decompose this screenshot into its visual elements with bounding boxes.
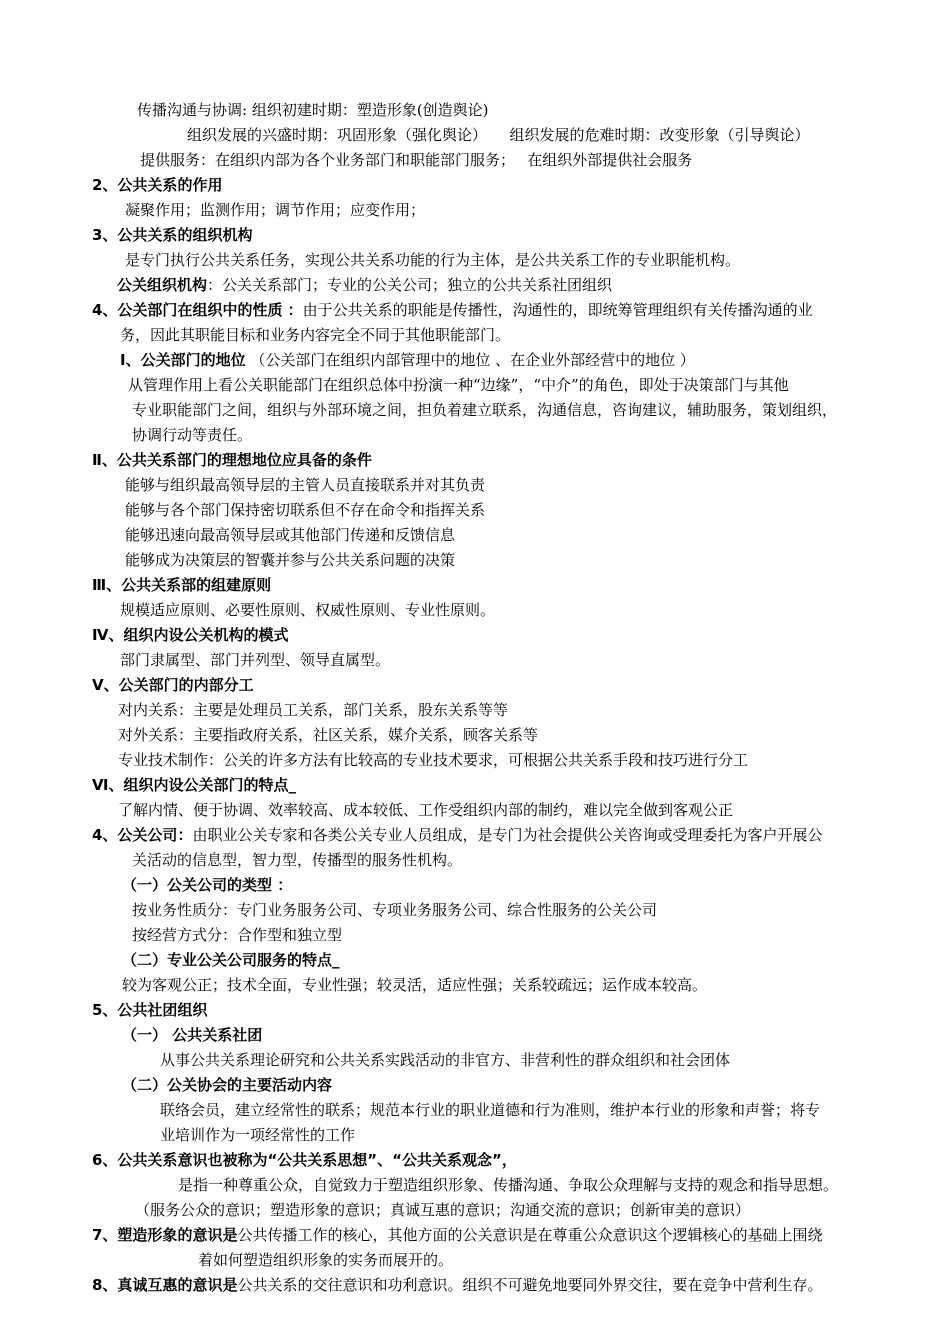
bold-heading-text: 8、真诚互惠的意识是 xyxy=(92,1276,238,1294)
bold-heading-text: Ⅴ、公关部门的内部分工 xyxy=(92,676,254,694)
text-line-l33 xyxy=(132,898,657,923)
text-line-l41 xyxy=(160,1098,820,1123)
text-line-l19 xyxy=(125,548,455,573)
body-text: 能够成为决策层的智囊并参与公共关系问题的决策 xyxy=(125,551,456,569)
body-text: 专业技术制作：公关的许多方法有比较高的专业技术要求，可根据公共关系手段和技巧进行分工 xyxy=(118,751,749,769)
text-line-l26 xyxy=(118,723,538,748)
body-text: 对外关系：主要指政府关系，社区关系，媒介关系，顾客关系等 xyxy=(118,726,539,744)
body-text: 联络会员，建立经常性的联系；规范本行业的职业道德和行为准则，维护本行业的形象和声誉；将专 xyxy=(160,1101,821,1119)
text-line-l40 xyxy=(122,1073,332,1098)
body-text: 专业职能部门之间，组织与外部环境之间，担负着建立联系，沟通信息，咨询建议，辅助服务，策划组织， xyxy=(132,401,838,419)
text-line-l24 xyxy=(92,673,254,698)
text-line-l20 xyxy=(92,573,271,598)
bold-heading-text: （一） 公共关系社团 xyxy=(122,1026,263,1044)
body-text: 规模适应原则、必要性原则、权威性原则、专业性原则。 xyxy=(120,601,496,619)
bold-heading-text: （一）公关公司的类型 ： xyxy=(122,876,293,894)
body-text: 传播沟通与协调: 组织初建时期：塑造形象(创造舆论) xyxy=(137,101,489,119)
text-line-l30 xyxy=(92,823,822,848)
text-line-l27 xyxy=(118,748,748,773)
text-line-l04 xyxy=(92,173,222,198)
bold-heading-text: 公关组织机构 xyxy=(117,276,208,294)
bold-heading-text: Ⅰ、公关部门的地位 xyxy=(120,351,246,369)
text-line-l05 xyxy=(125,198,425,223)
body-text: 协调行动等责任。 xyxy=(132,426,253,444)
bold-heading-text: 2、公共关系的作用 xyxy=(92,176,223,194)
text-line-l31 xyxy=(132,848,462,873)
body-text: 由于公共关系的职能是传播性，沟通性的，即统筹管理组织有关传播沟通的业 xyxy=(302,301,813,319)
body-text: 从管理作用上看公关职能部门在组织总体中扮演一种“边缘”，“中介”的角色，即处于决策部门与其他 xyxy=(128,376,789,394)
text-line-l03 xyxy=(140,148,692,173)
text-line-l23 xyxy=(120,648,390,673)
text-line-l10 xyxy=(120,323,510,348)
text-line-l16 xyxy=(125,473,485,498)
body-text: 能够与各个部门保持密切联系但不存在命令和指挥关系 xyxy=(125,501,486,519)
body-text: 能够与组织最高领导层的主管人员直接联系并对其负责 xyxy=(125,476,486,494)
body-text: 务，因此其职能目标和业务内容完全不同于其他职能部门。 xyxy=(120,326,511,344)
bold-heading-text: Ⅵ、组织内设公关部门的特点_ xyxy=(92,776,296,794)
body-text: 了解内情、便于协调、效率较高、成本较低、工作受组织内部的制约，难以完全做到客观公正 xyxy=(118,801,734,819)
bold-heading-text: （二）专业公关公司服务的特点_ xyxy=(122,951,340,969)
text-line-l47 xyxy=(198,1248,453,1273)
bold-heading-text: 3、公共关系的组织机构 xyxy=(92,226,253,244)
text-line-l42 xyxy=(160,1123,355,1148)
text-line-l28 xyxy=(92,773,296,798)
text-line-l45 xyxy=(135,1198,750,1223)
text-line-l09 xyxy=(92,298,813,323)
body-text: 公共传播工作的核心，其他方面的公关意识是在尊重公众意识这个逻辑核心的基础上围绕 xyxy=(237,1226,823,1244)
bold-heading-text: 6、公共关系意识也被称为“公共关系思想”、“公共关系观念”， xyxy=(92,1151,517,1169)
body-text: ：公关关系部门；专业的公关公司；独立的公共关系社团组织 xyxy=(207,276,613,294)
body-text: 从事公共关系理论研究和公共关系实践活动的非官方、非营利性的群众组织和社会团体 xyxy=(160,1051,731,1069)
body-text: 按经营方式分：合作型和独立型 xyxy=(132,926,343,944)
text-line-l35 xyxy=(122,948,340,973)
body-text: 较为客观公正；技术全面，专业性强；较灵活，适应性强；关系较疏远；运作成本较高。 xyxy=(122,976,708,994)
text-line-l18 xyxy=(125,523,455,548)
text-line-l29 xyxy=(118,798,733,823)
text-line-l25 xyxy=(118,698,508,723)
bold-heading-text: 4、公关部门在组织中的性质 ： xyxy=(92,301,303,319)
bold-heading-text: （二）公关协会的主要活动内容 xyxy=(122,1076,333,1094)
text-line-l12 xyxy=(128,373,789,398)
body-text: 凝聚作用；监测作用；调节作用；应变作用； xyxy=(125,201,426,219)
text-line-l36 xyxy=(122,973,707,998)
body-text: 提供服务：在组织内部为各个业务部门和职能部门服务； 在组织外部提供社会服务 xyxy=(140,151,693,169)
body-text: 组织发展的兴盛时期：巩固形象（强化舆论） 组织发展的危难时期：改变形象（引导舆论） xyxy=(187,126,810,144)
text-line-l37 xyxy=(92,998,207,1023)
body-text: 由职业公关专家和各类公关专业人员组成，是专门为社会提供公关咨询或受理委托为客户开展公 xyxy=(192,826,823,844)
body-text: 着如何塑造组织形象的实务而展开的。 xyxy=(198,1251,454,1269)
bold-heading-text: 4、公关公司： xyxy=(92,826,193,844)
body-text: （公关部门在组织内部管理中的地位 、在企业外部经营中的地位 ） xyxy=(245,351,695,369)
text-line-l02 xyxy=(187,123,810,148)
text-line-l17 xyxy=(125,498,485,523)
text-line-l22 xyxy=(92,623,288,648)
text-line-l07 xyxy=(125,248,740,273)
body-text: 对内关系：主要是处理员工关系，部门关系，股东关系等等 xyxy=(118,701,509,719)
text-line-l11 xyxy=(120,348,695,373)
text-line-l06 xyxy=(92,223,252,248)
text-line-l46 xyxy=(92,1223,822,1248)
text-line-l14 xyxy=(132,423,252,448)
body-text: 是指一种尊重公众，自觉致力于塑造组织形象、传播沟通、争取公众理解与支持的观念和指导思想。 xyxy=(178,1176,839,1194)
body-text: 能够迅速向最高领导层或其他部门传递和反馈信息 xyxy=(125,526,456,544)
body-text: 关活动的信息型，智力型，传播型的服务性机构。 xyxy=(132,851,463,869)
body-text: 按业务性质分：专门业务服务公司、专项业务服务公司、综合性服务的公关公司 xyxy=(132,901,658,919)
text-line-l39 xyxy=(160,1048,730,1073)
body-text: 业培训作为一项经常性的工作 xyxy=(160,1126,356,1144)
bold-heading-text: Ⅲ、公共关系部的组建原则 xyxy=(92,576,272,594)
text-line-l13 xyxy=(132,398,837,423)
text-line-l48 xyxy=(92,1273,822,1298)
body-text: （服务公众的意识；塑造形象的意识；真诚互惠的意识；沟通交流的意识；创新审美的意识） xyxy=(135,1201,751,1219)
text-line-l08 xyxy=(117,273,612,298)
text-line-l38 xyxy=(122,1023,262,1048)
text-line-l43 xyxy=(92,1148,517,1173)
bold-heading-text: Ⅳ、组织内设公关机构的模式 xyxy=(92,626,289,644)
body-text: 部门隶属型、部门并列型、领导直属型。 xyxy=(120,651,391,669)
text-line-l15 xyxy=(92,448,372,473)
body-text: 公共关系的交往意识和功利意识。组织不可避免地要同外界交往，要在竞争中营利生存。 xyxy=(237,1276,823,1294)
text-line-l34 xyxy=(132,923,342,948)
bold-heading-text: 5、公共社团组织 xyxy=(92,1001,208,1019)
text-line-l01 xyxy=(137,98,489,123)
text-line-l44 xyxy=(178,1173,838,1198)
bold-heading-text: 7、塑造形象的意识是 xyxy=(92,1226,238,1244)
text-line-l32 xyxy=(122,873,292,898)
text-line-l21 xyxy=(120,598,495,623)
body-text: 是专门执行公共关系任务，实现公共关系功能的行为主体，是公共关系工作的专业职能机构。 xyxy=(125,251,741,269)
bold-heading-text: Ⅱ、公共关系部门的理想地位应具备的条件 xyxy=(92,451,372,469)
